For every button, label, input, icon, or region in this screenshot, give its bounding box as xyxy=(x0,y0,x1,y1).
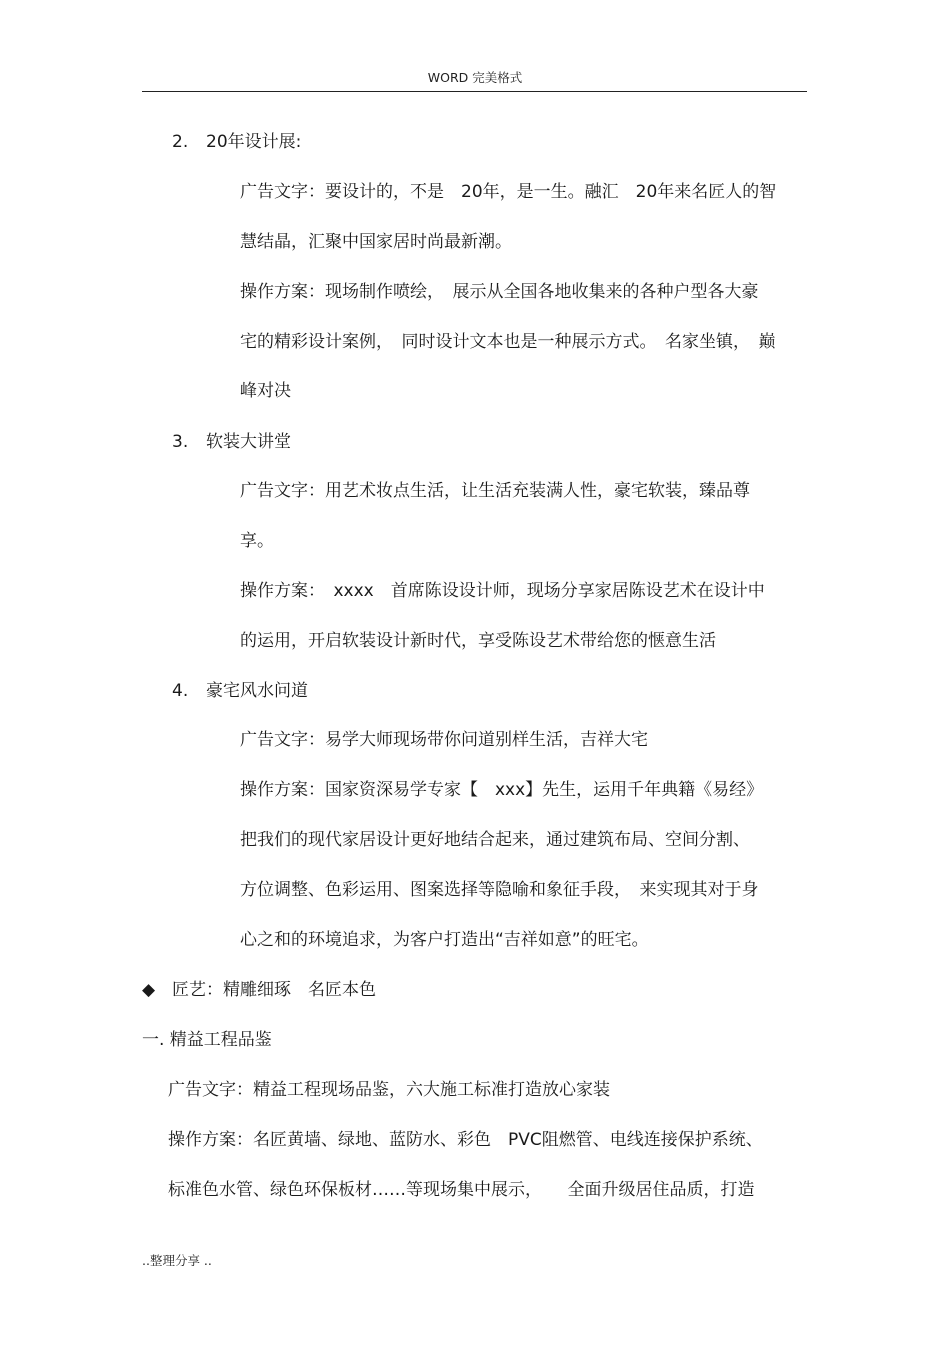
section-2-plan-line-3: 峰对决 xyxy=(240,381,291,401)
section-3-title: 软装大讲堂 xyxy=(206,432,291,452)
part-1-plan-line-1: 操作方案：名匠黄墙、绿地、蓝防水、彩色 PVC阻燃管、电线连接保护系统、 xyxy=(168,1130,763,1150)
part-1-plan-line-2: 标准色水管、绿色环保板材……等现场集中展示， 全面升级居住品质，打造 xyxy=(168,1180,755,1200)
section-3-number: 3. xyxy=(172,432,189,452)
page-footer: ..整理分享 .. xyxy=(142,1253,212,1268)
section-2-plan-line-2: 宅的精彩设计案例， 同时设计文本也是一种展示方式。 名家坐镇， 巅 xyxy=(240,332,776,352)
section-4-title: 豪宅风水问道 xyxy=(206,681,308,701)
section-2-title: 20年设计展: xyxy=(206,132,302,152)
section-3-ad-line-2: 享。 xyxy=(240,531,274,551)
craft-heading xyxy=(142,979,376,1001)
section-3-heading xyxy=(172,431,291,453)
craft-heading-text: 匠艺：精雕细琢 名匠本色 xyxy=(172,980,376,1000)
diamond-bullet-icon: ◆ xyxy=(142,980,156,1000)
section-3-plan-line-2: 的运用，开启软装设计新时代，享受陈设艺术带给您的惬意生活 xyxy=(240,631,716,651)
section-4-plan-line-2: 把我们的现代家居设计更好地结合起来，通过建筑布局、空间分割、 xyxy=(240,830,750,850)
section-4-number: 4. xyxy=(172,681,189,701)
section-4-ad-line-1: 广告文字：易学大师现场带你问道别样生活，吉祥大宅 xyxy=(240,730,648,750)
section-2-ad-line-1: 广告文字：要设计的，不是 20年，是一生。融汇 20年来名匠人的智 xyxy=(240,182,777,202)
page-header: WORD 完美格式 xyxy=(427,70,523,85)
header-divider xyxy=(142,91,807,92)
section-2-ad-line-2: 慧结晶，汇聚中国家居时尚最新潮。 xyxy=(240,232,512,252)
section-4-plan-line-4: 心之和的环境追求，为客户打造出“吉祥如意”的旺宅。 xyxy=(240,930,649,950)
section-3-plan-line-1: 操作方案： xxxx 首席陈设设计师，现场分享家居陈设艺术在设计中 xyxy=(240,581,765,601)
part-1-heading: 一. 精益工程品鉴 xyxy=(142,1030,272,1050)
section-4-heading xyxy=(172,680,308,702)
section-3-ad-line-1: 广告文字：用艺术妆点生活，让生活充装满人性，豪宅软装，臻品尊 xyxy=(240,481,750,501)
section-4-plan-line-1: 操作方案：国家资深易学专家【 xxx】先生，运用千年典籍《易经》 xyxy=(240,780,764,800)
part-1-ad-line-1: 广告文字：精益工程现场品鉴，六大施工标准打造放心家装 xyxy=(168,1080,610,1100)
section-2-plan-line-1: 操作方案：现场制作喷绘， 展示从全国各地收集来的各种户型各大豪 xyxy=(240,282,759,302)
section-4-plan-line-3: 方位调整、色彩运用、图案选择等隐喻和象征手段， 来实现其对于身 xyxy=(240,880,759,900)
section-2-number: 2. xyxy=(172,132,189,152)
section-2-heading xyxy=(172,131,301,153)
